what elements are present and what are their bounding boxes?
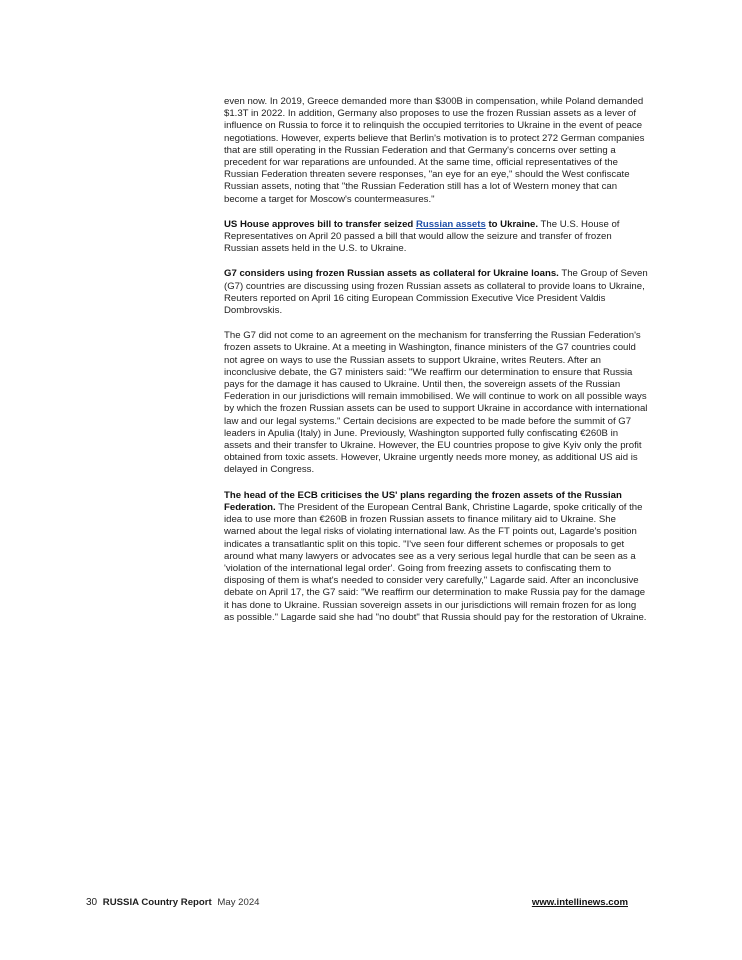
paragraph-heading-end: to Ukraine. [485, 218, 539, 230]
paragraph-text: The President of the European Central Bank, Christine Lagarde, spoke critically of the idea to use more than €260B in frozen Russian assets to finance military aid to Ukraine. She warned about the legal risks of violating international law. As the FT points out, Lagarde's position indicates a transatlantic split on this topic. "I've seen four different schemes or proposals to get around what many lawyers or advocates see as a very serious legal hurdle that can be seen as a 'violation of the international legal order'. Going from freezing assets to confiscating them to disposing of them is what's needed to consider very carefully," Lagarde said. After an inconclusive debate on April 17, the G7 said: "We reaffirm our determination to make Russia pay for the damage it has done to Ukraine. Russian sovereign assets in our jurisdictions will remain frozen for as long as possible." Lagarde said she had "no doubt" that Russia should pay for the restoration of Ukraine. [224, 501, 647, 623]
russian-assets-link[interactable]: Russian assets [415, 218, 486, 230]
paragraph-us-house [224, 219, 648, 256]
paragraph-text: The U.S. House of Representatives on April 20 passed a bill that would allow the seizure and transfer of frozen Russian assets held in the U.S. to Ukraine. [224, 218, 620, 255]
website-link[interactable]: www.intellinews.com [531, 897, 628, 908]
paragraph-heading: The head of the ECB criticises the US' plans regarding the frozen assets of the Russian Federation. [224, 489, 622, 513]
paragraph-text: The Group of Seven (G7) countries are discussing using frozen Russian assets as collateral to provide loans to Ukraine, Reuters reported on April 16 citing European Commission Executive Vice President Valdis Dombrovskis. [224, 268, 648, 317]
paragraph-g7-no-agreement [224, 330, 648, 476]
page-footer [86, 897, 628, 908]
paragraph-ecb-criticism [224, 490, 648, 624]
report-title: RUSSIA Country Report [102, 897, 212, 908]
article-body [224, 96, 648, 637]
paragraph-g7-collateral [224, 268, 648, 317]
paragraph-text: even now. In 2019, Greece demanded more than $300B in compensation, while Poland demanded $1.3T in 2022. In addition, Germany also proposes to use the frozen Russian assets as a lever of influence on Russia to force it to relinquish the occupied territories to Ukraine in the event of peace negotiations. However, experts believe that Berlin's motivation is to protect 272 German companies that are still operating in the Russian Federation and that Germany's concerns over setting a precedent for war reparations are unfounded. At the same time, official representatives of the Russian Federation threaten severe responses, "an eye for an eye," should the West confiscate Russian assets, noting that "the Russian Federation still has a lot of Western money that can become a target for Moscow's countermeasures." [224, 96, 645, 205]
footer-left [86, 897, 263, 908]
report-date: May 2024 [217, 897, 260, 908]
paragraph-heading: US House approves bill to transfer seized [224, 218, 416, 230]
paragraph-heading: G7 considers using frozen Russian assets as collateral for Ukraine loans. [224, 268, 559, 280]
paragraph-reparations [224, 96, 648, 206]
page-number: 30 [86, 897, 98, 908]
paragraph-text: The G7 did not come to an agreement on the mechanism for transferring the Russian Federation's frozen assets to Ukraine. At a meeting in Washington, finance ministers of the G7 countries could not agree on ways to use the Russian assets to support Ukraine, writes Reuters. After an inconclusive debate, the G7 ministers said: "We reaffirm our determination to ensure that Russia pays for the damage it has caused to Ukraine. Until then, the sovereign assets of the Russian Federation in our jurisdictions will remain immobilised. We will continue to work on all possible ways by which the frozen Russian assets can be used to support Ukraine in accordance with international law and our legal systems." Certain decisions are expected to be made before the summit of G7 leaders in Apulia (Italy) in June. Previously, Washington supported fully confiscating €260B in assets and their transfer to Ukraine. However, the EU countries propose to give Kyiv only the profit obtained from toxic assets. However, Ukraine urgently needs more money, as additional US aid is delayed in Congress. [224, 330, 648, 476]
